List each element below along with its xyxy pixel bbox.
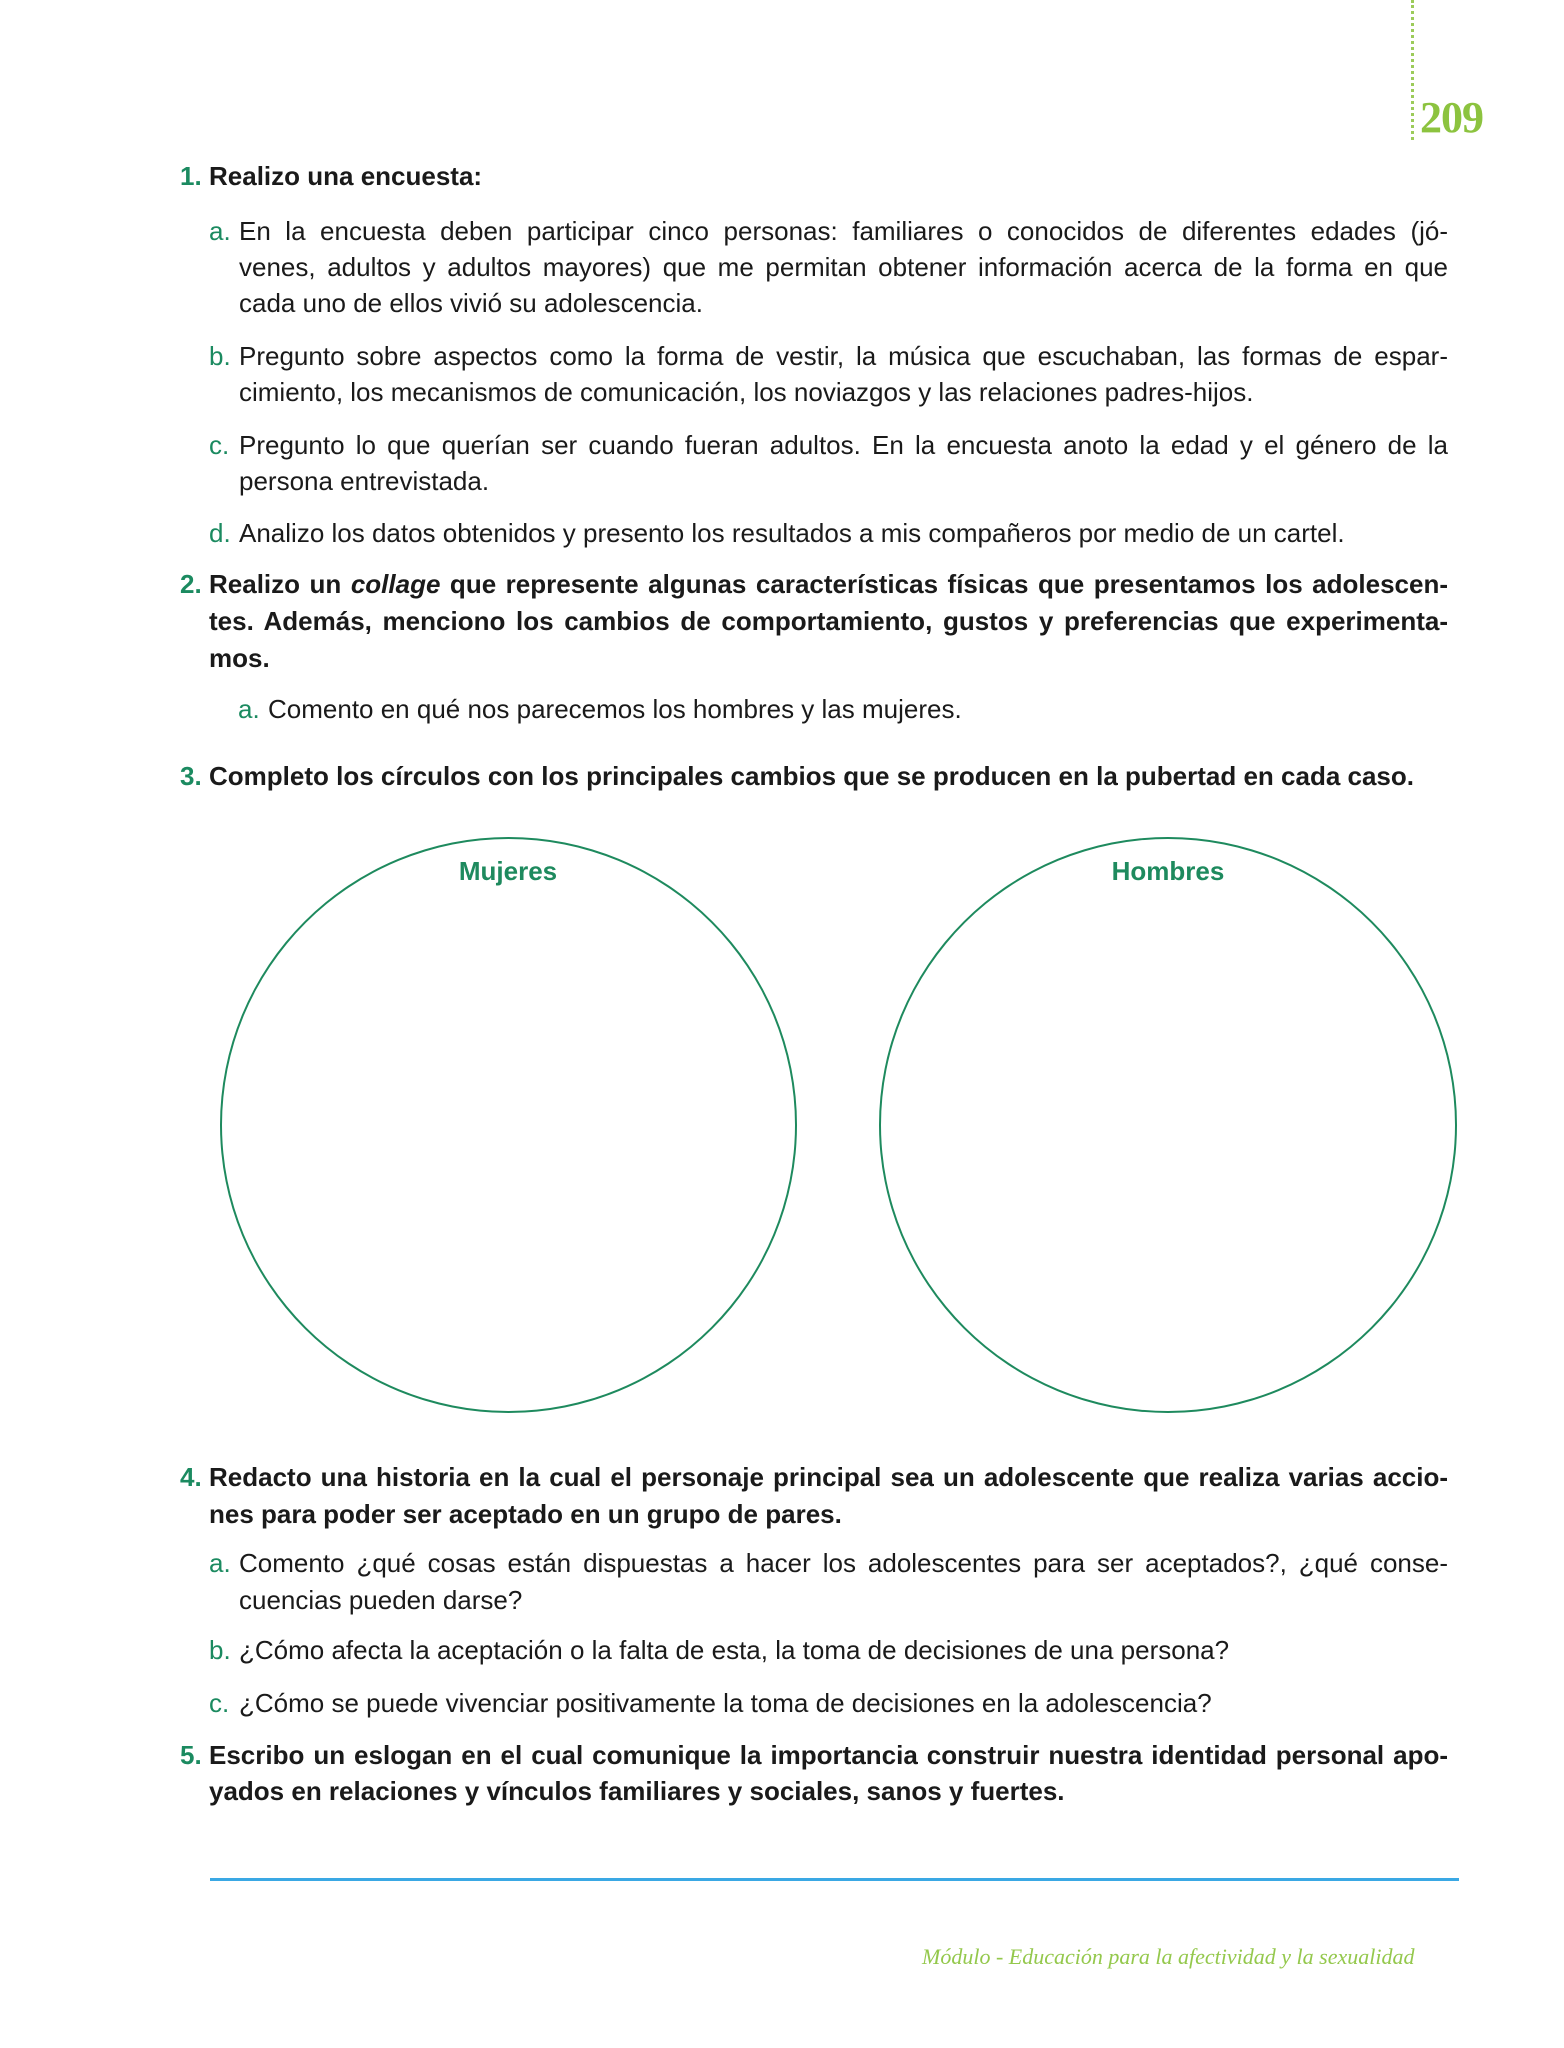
sub-letter: c.: [209, 430, 230, 460]
sub-item-text: cada uno de ellos vivió su adolescencia.: [239, 288, 703, 318]
sub-item-text: venes, adultos y adultos mayores) que me permitan obtener información acerca de la forma en que: [239, 252, 1448, 282]
sub-item-text: Comento en qué nos parecemos los hombres y las mujeres.: [268, 694, 962, 724]
text-span: que represente algunas características físicas que presentamos los adolescen-: [440, 569, 1449, 599]
question-text: Escribo un eslogan en el cual comunique la importancia construir nuestra identidad personal apo-: [209, 1740, 1448, 1770]
circle-label-hombres: Hombres: [1111, 856, 1225, 886]
circle-label-mujeres: Mujeres: [458, 856, 558, 886]
sub-item-text: Pregunto sobre aspectos como la forma de vestir, la música que escuchaban, las formas de espar-: [239, 341, 1448, 371]
text-span: Realizo un: [209, 569, 351, 599]
question-text: mos.: [209, 643, 270, 673]
question-text: [209, 566, 1448, 602]
page-number: 209: [1420, 93, 1483, 142]
dotted-margin-rule: [1411, 0, 1414, 140]
footer-module-title: Módulo - Educación para la afectividad y la sexualidad: [922, 1944, 1415, 1969]
sub-item-text: ¿Cómo afecta la aceptación o la falta de esta, la toma de decisiones de una persona?: [239, 1635, 1230, 1665]
question-text: yados en relaciones y vínculos familiares y sociales, sanos y fuertes.: [209, 1776, 1065, 1806]
sub-letter: a.: [209, 1548, 231, 1578]
question-number: 3.: [180, 761, 202, 791]
question-number: 4.: [180, 1462, 202, 1492]
question-number: 5.: [180, 1740, 202, 1770]
sub-letter: d.: [209, 518, 231, 548]
question-number: 1.: [180, 161, 202, 191]
question-text: Redacto una historia en la cual el personaje principal sea un adolescente que realiza varias accio-: [209, 1462, 1448, 1492]
answer-circle-hombres[interactable]: [879, 837, 1457, 1413]
sub-letter: b.: [209, 341, 231, 371]
sub-letter: c.: [209, 1688, 230, 1718]
sub-item-text: Comento ¿qué cosas están dispuestas a hacer los adolescentes para ser aceptados?, ¿qué conse-: [239, 1548, 1448, 1578]
question-text: nes para poder ser aceptado en un grupo de pares.: [209, 1499, 842, 1529]
sub-letter: a.: [238, 694, 260, 724]
sub-item-text: ¿Cómo se puede vivenciar positivamente la toma de decisiones en la adolescencia?: [239, 1688, 1212, 1718]
footer-divider: [210, 1878, 1459, 1881]
emphasis-collage: collage: [350, 569, 441, 599]
sub-item-text: persona entrevistada.: [239, 466, 490, 496]
question-text: tes. Además, menciono los cambios de comportamiento, gustos y preferencias que experimenta-: [209, 606, 1448, 636]
question-text: Realizo una encuesta:: [209, 161, 483, 191]
sub-letter: b.: [209, 1635, 231, 1665]
sub-item-text: cimiento, los mecanismos de comunicación, los noviazgos y las relaciones padres-hijos.: [239, 377, 1254, 407]
sub-item-text: Analizo los datos obtenidos y presento los resultados a mis compañeros por medio de un cartel.: [239, 518, 1345, 548]
sub-item-text: Pregunto lo que querían ser cuando fueran adultos. En la encuesta anoto la edad y el género de la: [239, 430, 1448, 460]
answer-circle-mujeres[interactable]: [220, 837, 797, 1413]
sub-letter: a.: [209, 216, 231, 246]
sub-item-text: En la encuesta deben participar cinco personas: familiares o conocidos de diferentes edades (jó-: [239, 216, 1448, 246]
question-text: Completo los círculos con los principales cambios que se producen en la pubertad en cada caso.: [209, 761, 1414, 791]
question-number: 2.: [180, 569, 202, 599]
sub-item-text: cuencias pueden darse?: [239, 1585, 523, 1615]
